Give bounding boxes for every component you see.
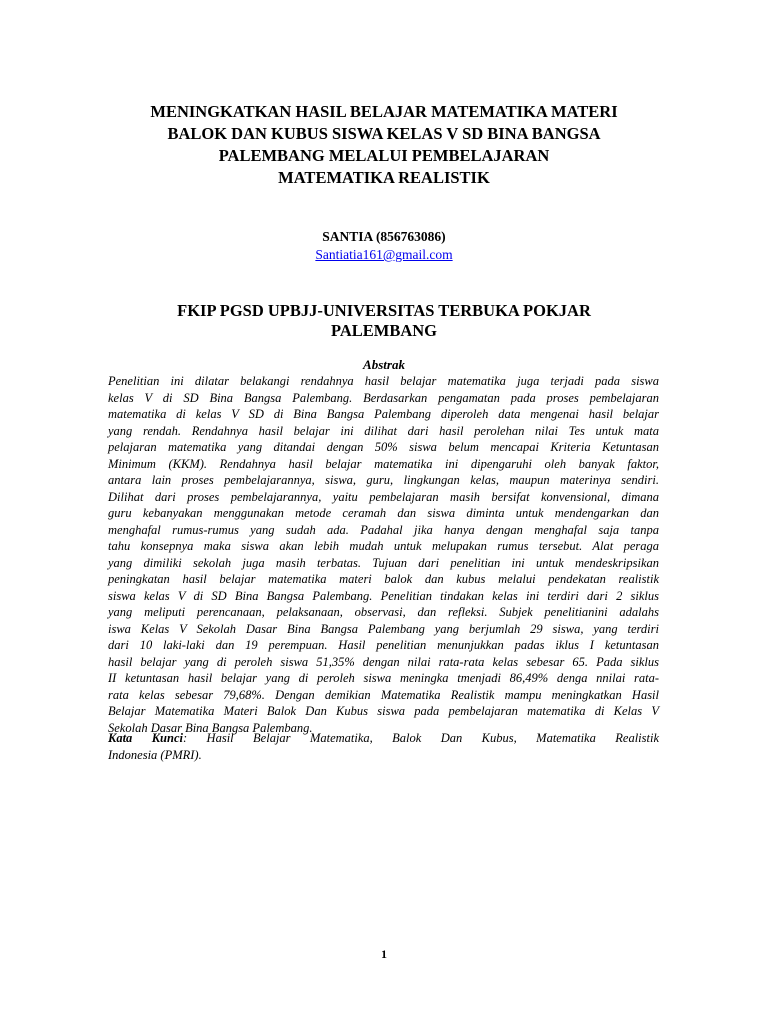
abstract-line: Minimum (KKM). Rendahnya hasil belajar matematika ini dipengaruhi oleh banyak faktor, (108, 456, 659, 471)
abstract-line: Sekolah Dasar Bina Bangsa Palembang. (108, 720, 313, 735)
abstract-line: tahu konsepnya maka siswa akan lebih mudah untuk melupakan rumus tersebut. Alat peraga (108, 539, 659, 553)
title-line: PALEMBANG MELALUI PEMBELAJARAN (218, 146, 550, 165)
keywords-label: Kata Kunci (108, 731, 183, 745)
institution-line: PALEMBANG (330, 321, 438, 340)
abstract-line: Belajar Matematika Materi Balok Dan Kubus siswa pada pembelajaran matematika di Kelas V (108, 704, 659, 718)
abstract-line: hasil belajar yang di peroleh siswa 51,35% dengan nilai rata-rata kelas sebesar 65. Pada siklus (108, 654, 659, 669)
abstract-heading: Abstrak (363, 357, 405, 372)
title-line: MATEMATIKA REALISTIK (278, 168, 490, 187)
keywords-line: Indonesia (PMRI). (108, 747, 202, 762)
abstract-line: peningkatan hasil belajar matematika materi balok dan kubus melalui pendekatan realistik (108, 572, 659, 586)
keywords-line (108, 730, 659, 747)
abstract-line: matematika di kelas V SD di Bina Bangsa Palembang diperoleh data mengenai hasil belajar (108, 407, 659, 421)
paper-title (100, 101, 668, 189)
keywords (108, 730, 659, 763)
abstract-line: pelajaran matematika yang ditandai dengan 50% siswa belum mencapai Kriteria Ketuntasan (108, 440, 659, 454)
abstract-line: siswa kelas V di SD Bina Bangsa Palembang. Penelitian tindakan kelas ini terdiri dari 2 siklus (108, 588, 659, 603)
abstract-line: yang rendah. Rendahnya hasil belajar ini dilihat dari hasil perolehan nilai Tes untuk mata (108, 423, 659, 438)
author-name: SANTIA (856763086) (322, 229, 446, 244)
abstract-line: yang meliputi perencanaan, pelaksanaan, observasi, dan refleksi. Subjek penelitianini adalahs (108, 605, 659, 619)
keywords-text: : Hasil Belajar Matematika, Balok Dan Kubus, Matematika Realistik (182, 731, 659, 745)
abstract-line: Dilihat dari proses pembelajarannya, yaitu pembelajaran masih bersifat konvensional, dimana (108, 489, 659, 504)
abstract-line: Penelitian ini dilatar belakangi rendahnya hasil belajar matematika juga terjadi pada siswa (108, 374, 659, 388)
title-line: MENINGKATKAN HASIL BELAJAR MATEMATIKA MATERI (150, 102, 618, 121)
email-link[interactable]: Santiatia161@gmail.com (315, 247, 453, 262)
institution-line: FKIP PGSD UPBJJ-UNIVERSITAS TERBUKA POKJAR (177, 301, 591, 320)
abstract-line: dari 10 laki-laki dan 19 perempuan. Hasil penelitian menunjukkan padas iklus I ketuntasan (108, 638, 659, 652)
title-line: BALOK DAN KUBUS SISWA KELAS V SD BINA BANGSA (167, 124, 601, 143)
abstract-line: guru kebanyakan menggunakan metode ceramah dan siswa diminta untuk mendengarkan dan (108, 506, 659, 520)
author-email (0, 246, 768, 263)
abstract-line: menghafal rumus-rumus yang sudah ada. Padahal jika hanya dengan menghafal saja tanpa (108, 522, 659, 537)
institution (100, 301, 668, 341)
abstract-line: rata kelas sebesar 79,68%. Dengan demikian Matematika Realistik mampu meningkatkan Hasil (108, 687, 659, 702)
abstract-line: iswa Kelas V Sekolah Dasar Bina Bangsa Palembang yang berjumlah 29 siswa, yang terdiri (108, 621, 659, 636)
abstract-line: kelas V di SD Bina Bangsa Palembang. Berdasarkan pengamatan pada proses pembelajaran (108, 390, 659, 405)
abstract-line: yang dimiliki sekolah juga masih terbatas. Tujuan dari penelitian ini untuk mendeskripsikan (108, 555, 659, 570)
abstract-line: II ketuntasan hasil belajar yang di peroleh siswa meningka tmenjadi 86,49% denga nnilai rata- (108, 671, 659, 685)
abstract-body (108, 373, 659, 736)
abstract-line: antara lain proses pembelajarannya, siswa, guru, lingkungan kelas, maupun materinya sendiri. (108, 473, 659, 487)
page-number: 1 (381, 947, 387, 961)
